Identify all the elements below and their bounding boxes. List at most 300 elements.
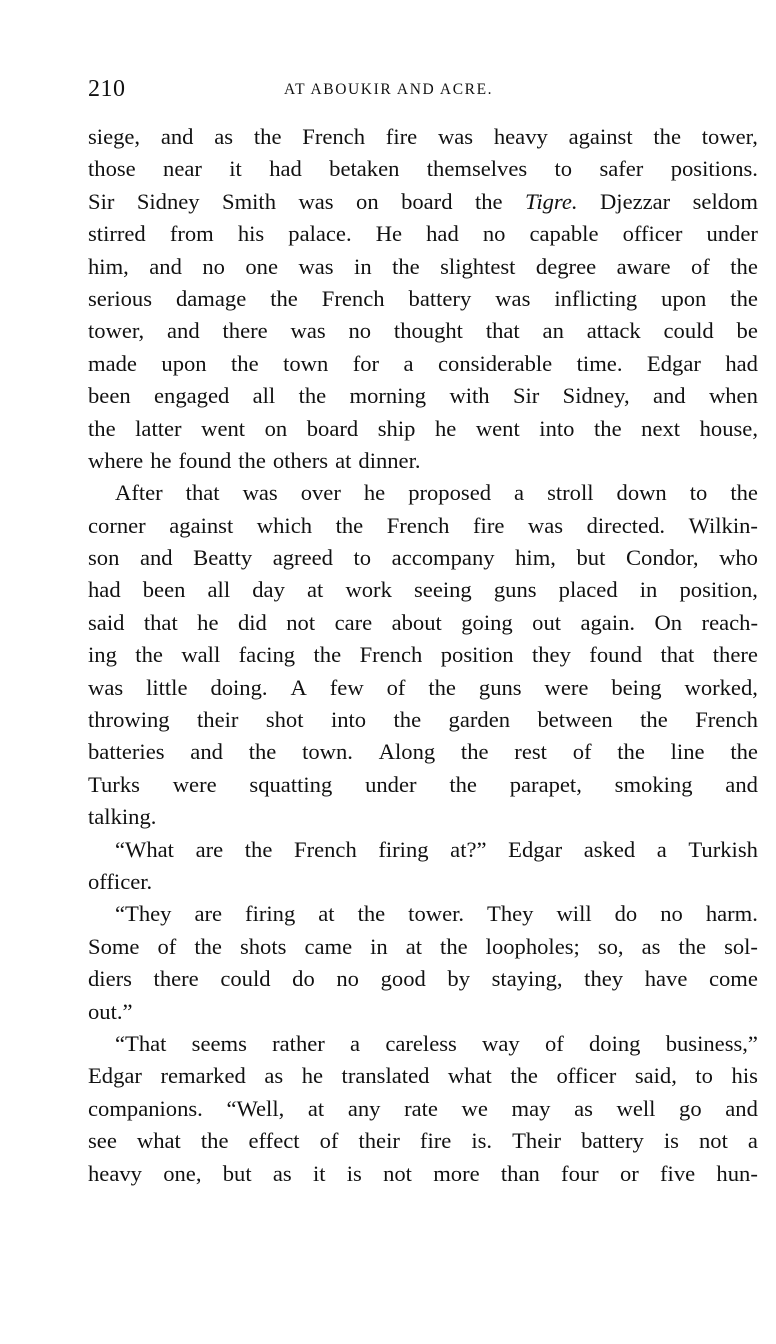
word: heavy [88,1160,142,1186]
word: rest [514,739,547,765]
word: stirred [88,221,146,247]
word: officer [556,1063,617,1089]
word: we [461,1095,488,1121]
word: shots [239,933,287,959]
word: palace. [288,221,352,247]
word: an [542,318,564,344]
word: not [698,1128,728,1154]
word: day [252,577,285,603]
word: him, [88,253,129,279]
word: directed. [586,512,666,538]
word: Turks [88,771,140,797]
word: was [242,480,278,506]
word: placed [558,577,618,603]
word: or [619,1160,639,1186]
word: one [245,253,278,279]
word: a [403,350,414,376]
word: smoking [614,771,693,797]
text-line [88,801,758,833]
text-line [88,639,758,671]
word: and [149,253,182,279]
word: of [319,1128,339,1154]
word: do [292,966,315,992]
word: Wilkin- [688,512,758,538]
word: good [380,966,426,992]
word: Sidney, [562,383,630,409]
word: the [313,642,342,668]
word: the [730,739,758,765]
word: tower, [701,124,758,149]
word: and [190,739,223,765]
word: on [264,415,288,441]
word: business,” [665,1030,758,1056]
text-line [88,477,758,509]
word: was [88,674,124,700]
word: “Well, [226,1095,285,1121]
text-line [88,672,758,704]
word: seeing [414,577,472,603]
word: Their [512,1128,562,1154]
word: considerable [438,350,553,376]
word: have [644,966,688,992]
word: no [336,966,359,992]
word: no [348,318,372,344]
word: doing. [210,674,268,700]
word: had [88,577,121,603]
word: the [594,415,622,441]
word: board [401,188,453,214]
word: guns [478,674,522,700]
word: of [572,739,592,765]
text-line [88,1158,758,1190]
text-line [88,348,758,380]
word: with [449,383,490,409]
word: Sir [512,383,540,409]
word: as [264,1063,284,1089]
word: his [237,221,265,247]
word: it [312,1160,326,1186]
text-line [88,283,758,315]
word: as [214,124,234,149]
word: were [172,771,217,797]
word: of [386,674,406,700]
word: few [329,674,364,700]
word: “They [115,901,172,927]
word: went [201,415,246,441]
word: there [712,642,758,668]
word: officer. [88,868,153,894]
word: at [405,933,423,959]
word: agreed [272,545,333,571]
word: Beatty [193,545,253,571]
word: tower. [408,901,465,927]
word: are [194,901,223,927]
word: was [290,318,326,344]
word: the [335,512,364,538]
word: their [197,707,239,733]
body-text [88,121,758,1190]
word: French [359,642,423,668]
word: betaken [329,156,400,182]
word: that [485,318,520,344]
text-line [88,1028,758,1060]
word: time. [576,350,623,376]
word: asked [583,836,636,862]
word: doing [589,1030,641,1056]
word: of [544,1030,564,1056]
word: latter [135,415,182,441]
word: who [719,545,758,571]
word: Along [378,739,436,765]
word: French [302,124,366,149]
word: remarked [160,1063,246,1089]
word: come [708,966,758,992]
word: had [725,350,758,376]
word: throwing [88,707,170,733]
word: and [167,318,200,344]
word: there [222,318,268,344]
word: the [248,739,277,765]
word: that [143,609,178,635]
word: next [641,415,681,441]
word: French [294,836,357,862]
word: proposed [408,480,492,506]
word: when [708,383,758,409]
word: “That [115,1030,167,1056]
word: Smith [222,188,277,214]
word: others [272,447,329,473]
word: to [689,480,708,506]
word: into [330,707,367,733]
word: fire [385,124,418,149]
word: more [433,1160,480,1186]
word: the [474,188,503,214]
word: translated [341,1063,430,1089]
word: no [482,221,506,247]
word: morning [349,383,427,409]
word: than [500,1160,540,1186]
word: serious [88,285,153,311]
word: that [185,480,220,506]
word: harm. [705,901,758,927]
text-line [88,1125,758,1157]
word: against [169,512,234,538]
word: near [163,156,202,182]
word: house, [699,415,758,441]
word: five [660,1160,696,1186]
word: of [690,253,710,279]
word: in [370,933,388,959]
text-line [88,769,758,801]
word: came [304,933,353,959]
word: what [136,1128,181,1154]
word: the [617,739,645,765]
text-line [88,445,758,477]
word: capable [529,221,599,247]
word: inflicting [554,285,638,311]
word: him, [515,545,556,571]
word: French [695,707,758,733]
word: the [640,707,668,733]
word: all [252,383,276,409]
word: a [350,1030,361,1056]
word: went [475,415,520,441]
word: aware [616,253,671,279]
word: out [532,609,562,635]
word: is [663,1128,679,1154]
word: rate [404,1095,438,1121]
word: positions. [670,156,758,182]
word: shot [265,707,304,733]
word: Tigre. [525,188,578,214]
word: at [307,1095,325,1121]
word: could [220,966,271,992]
word: corner [88,512,146,538]
running-title: AT ABOUKIR AND ACRE. [284,81,494,98]
word: the [392,253,420,279]
text-line [88,607,758,639]
page-header [88,72,758,106]
word: been [88,383,131,409]
word: firing [378,836,429,862]
word: at [318,901,335,927]
word: the [253,124,282,149]
text-line [88,963,758,995]
text-line [88,542,758,574]
text-line [88,251,758,283]
word: Edgar [508,836,563,862]
word: the [244,836,273,862]
word: as [272,1160,292,1186]
word: said, [634,1063,677,1089]
word: made [88,350,137,376]
word: any [347,1095,381,1121]
word: the [460,739,489,765]
word: thought [393,318,463,344]
word: the [298,383,327,409]
word: of [157,933,177,959]
word: “What [115,836,174,862]
word: Sidney [136,188,200,214]
word: did [237,609,267,635]
text-line [88,1093,758,1125]
word: battery [408,285,472,311]
word: he [363,480,386,506]
word: companions. [88,1095,203,1121]
word: town [283,350,329,376]
text-line [88,736,758,768]
word: slightest [440,253,516,279]
word: at [307,577,324,603]
word: He [375,221,403,247]
word: the [88,415,116,441]
word: fire [473,512,505,538]
text-line [88,218,758,250]
word: dinner. [358,447,421,473]
word: and [725,1095,758,1121]
word: what [447,1063,492,1089]
word: officer [622,221,683,247]
word: and [725,771,758,797]
word: he [434,415,457,441]
word: as [641,933,661,959]
word: heavy [493,124,548,149]
word: a [514,480,525,506]
word: the [653,124,681,149]
word: French [386,512,450,538]
word: about [391,609,442,635]
word: by [447,966,470,992]
word: work [345,577,392,603]
word: stroll [547,480,594,506]
word: the [231,350,259,376]
word: careless [385,1030,457,1056]
word: in [639,577,658,603]
word: out.” [88,998,133,1024]
word: talking. [88,804,157,830]
word: against [568,124,633,149]
word: but [576,545,606,571]
word: Edgar [646,350,701,376]
word: upon [161,350,207,376]
word: way [482,1030,520,1056]
word: worked, [684,674,758,700]
word: where [88,447,144,473]
text-line [88,186,758,218]
word: be [736,318,758,344]
word: firing [245,901,296,927]
word: hun- [716,1160,758,1186]
word: could [663,318,714,344]
word: fire [419,1128,452,1154]
text-line [88,574,758,606]
word: themselves [426,156,528,182]
word: battery [581,1128,644,1154]
word: the [428,674,456,700]
word: accompany [391,545,495,571]
word: to [554,156,573,182]
word: in [354,253,372,279]
word: no [660,901,683,927]
word: between [537,707,613,733]
word: under [706,221,758,247]
word: he [150,447,172,473]
word: son [88,545,120,571]
word: at?” [450,836,487,862]
text-line [88,315,758,347]
word: was [298,253,334,279]
word: the [200,1128,229,1154]
text-line [88,1060,758,1092]
word: as [574,1095,593,1121]
word: for [352,350,380,376]
word: diers [88,966,132,992]
word: again. [580,609,636,635]
text-line [88,931,758,963]
text-line [88,898,758,930]
text-line [88,413,758,445]
word: staying, [491,966,563,992]
word: sol- [724,933,758,959]
word: go [679,1095,702,1121]
word: to [695,1063,713,1089]
word: and [652,383,686,409]
word: found [589,642,643,668]
word: the [449,771,477,797]
word: ing [88,642,117,668]
word: a [656,836,667,862]
text-line [88,866,758,898]
word: position [440,642,514,668]
word: safer [599,156,644,182]
word: reach- [701,609,758,635]
word: said [88,609,125,635]
word: Some [88,933,140,959]
word: see [88,1128,117,1154]
word: into [539,415,575,441]
word: loopholes; [485,933,580,959]
word: the [238,447,266,473]
word: wall [181,642,221,668]
text-line [88,121,758,153]
word: under [365,771,417,797]
word: was [527,512,564,538]
word: degree [535,253,597,279]
word: damage [175,285,247,311]
word: care [334,609,373,635]
word: rather [272,1030,325,1056]
word: which [256,512,313,538]
word: town. [302,739,353,765]
word: Turkish [688,836,758,862]
word: one, [163,1160,202,1186]
word: was [298,188,334,214]
word: he [301,1063,324,1089]
word: will [556,901,592,927]
word: were [544,674,589,700]
word: and [139,545,173,571]
word: facing [238,642,296,668]
word: board [306,415,359,441]
word: there [153,966,199,992]
word: that [660,642,695,668]
word: the [678,933,707,959]
word: line [670,739,705,765]
word: the [194,933,222,959]
word: down [616,480,667,506]
word: do [614,901,638,927]
word: They [487,901,534,927]
word: siege, [88,124,141,149]
word: the [730,480,758,506]
text-line [88,380,758,412]
word: attack [586,318,641,344]
word: seldom [692,188,758,214]
word: the [730,253,758,279]
word: had [269,156,302,182]
word: seems [191,1030,247,1056]
word: upon [661,285,707,311]
word: batteries [88,739,165,765]
word: Edgar [88,1063,142,1089]
word: ship [377,415,416,441]
word: their [358,1128,400,1154]
word: is [346,1160,362,1186]
word: not [286,609,316,635]
word: a [747,1128,758,1154]
word: On [654,609,683,635]
word: and [160,124,194,149]
